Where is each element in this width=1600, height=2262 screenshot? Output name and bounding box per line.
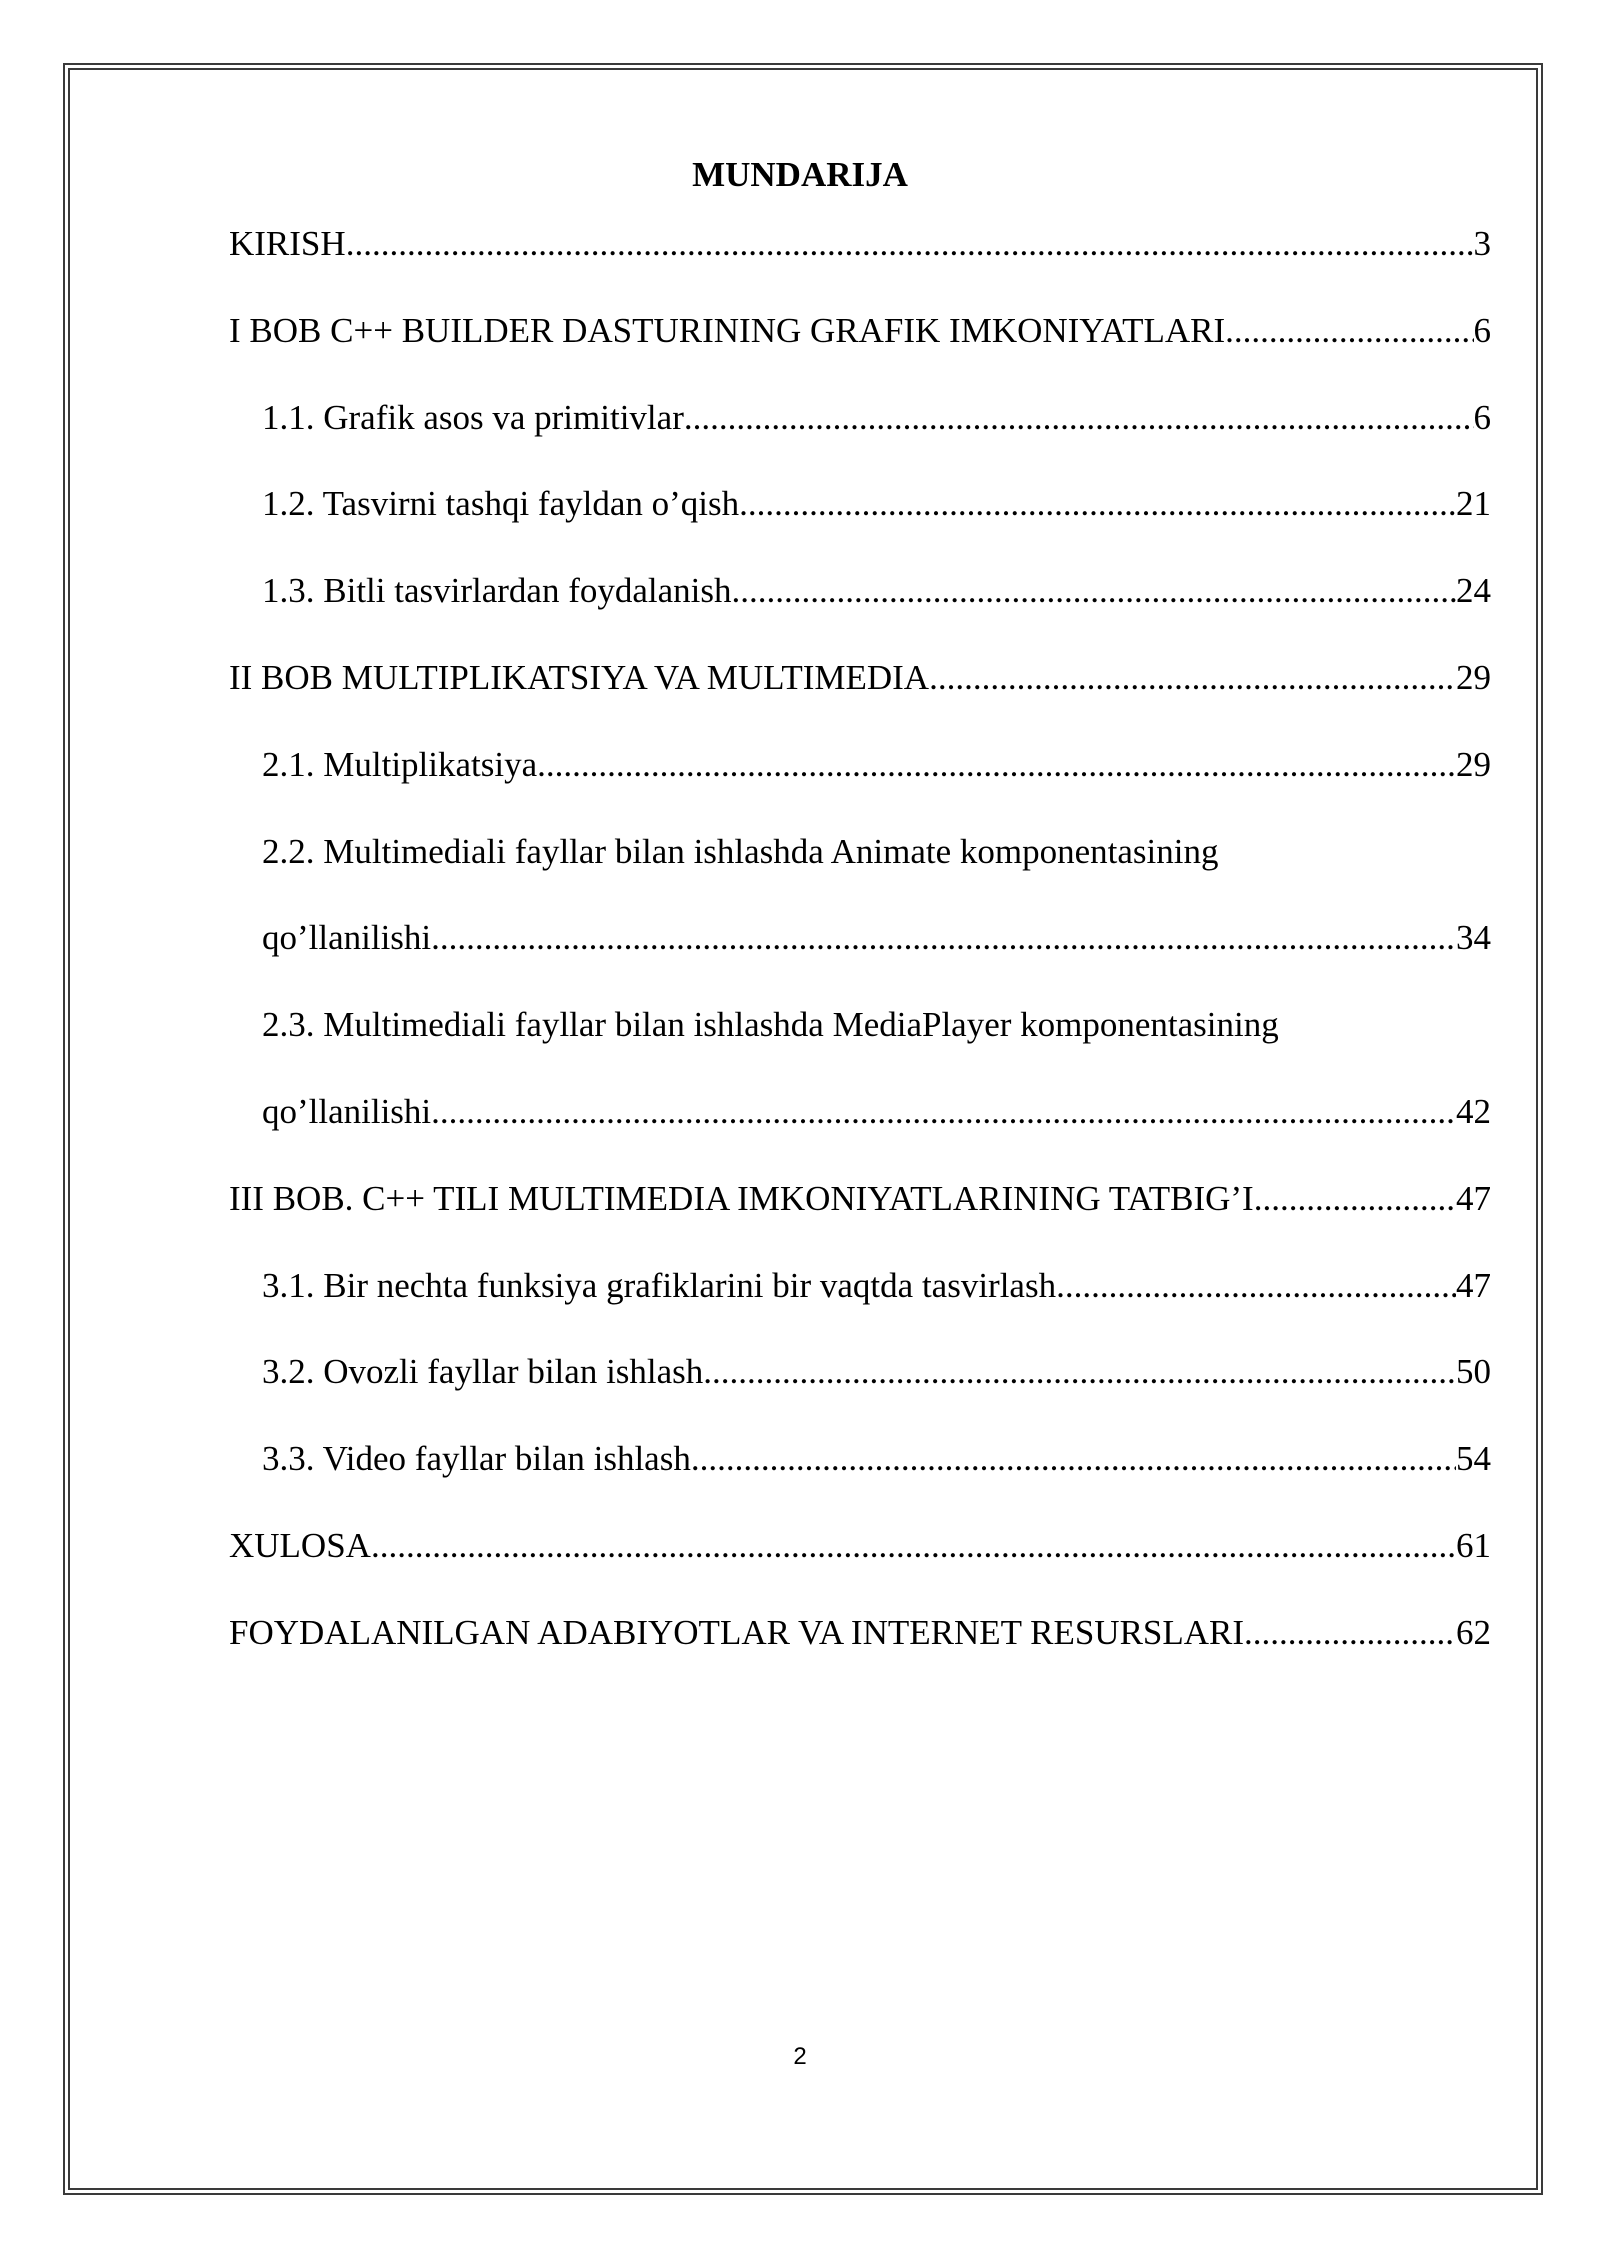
toc-leader-dots [703, 1350, 1456, 1394]
toc-entry-chapter-2[interactable] [229, 656, 1491, 743]
toc-entry-page: 54 [1456, 1439, 1491, 1479]
toc-leader-dots [684, 396, 1474, 440]
page-title: MUNDARIJA [692, 155, 908, 194]
toc-entry-label: FOYDALANILGAN ADABIYOTLAR VA INTERNET RESURSLARI [229, 1612, 1245, 1652]
toc-leader-dots [1225, 309, 1473, 353]
toc-entry-2-3-line-1[interactable] [229, 1003, 1491, 1090]
toc-entry-2-2-line-2[interactable] [229, 916, 1491, 1003]
toc-entry-label: XULOSA [229, 1525, 371, 1565]
toc-entry-label: 3.3. Video fayllar bilan ishlash [262, 1439, 691, 1479]
toc-entry-1-2[interactable] [229, 482, 1491, 569]
toc-entry-label: 1.1. Grafik asos va primitivlar [262, 397, 684, 437]
toc-entry-label: 2.2. Multimediali fayllar bilan ishlashda Animate komponentasining [262, 831, 1219, 871]
toc-entry-page: 50 [1456, 1352, 1491, 1392]
toc-entry-label: qo’llanilishi [262, 918, 432, 958]
toc-leader-dots [732, 569, 1457, 613]
toc-leader-dots [431, 1090, 1456, 1134]
toc-entry-label: 3.2. Ovozli fayllar bilan ishlash [262, 1352, 704, 1392]
toc-entry-3-1[interactable] [229, 1264, 1491, 1351]
toc-entry-3-2[interactable] [229, 1350, 1491, 1437]
toc-entry-kirish[interactable] [229, 222, 1491, 309]
toc-leader-dots [371, 1524, 1456, 1568]
toc-entry-label: 1.2. Tasvirni tashqi fayldan o’qish [262, 484, 740, 524]
toc-leader-dots [1056, 1264, 1456, 1308]
toc-entry-page: 21 [1456, 484, 1491, 524]
toc-entry-chapter-3[interactable] [229, 1177, 1491, 1264]
toc-entry-page: 61 [1456, 1525, 1491, 1565]
toc-entry-label: 2.3. Multimediali fayllar bilan ishlashda MediaPlayer komponentasining [262, 1005, 1279, 1045]
toc-entry-3-3[interactable] [229, 1437, 1491, 1524]
toc-entry-label: 1.3. Bitli tasvirlardan foydalanish [262, 571, 732, 611]
toc-entry-page: 29 [1456, 744, 1491, 784]
toc-entry-1-1[interactable] [229, 396, 1491, 483]
toc-entry-label: III BOB. C++ TILI MULTIMEDIA IMKONIYATLARINING TATBIG’I [229, 1178, 1254, 1218]
toc-leader-dots [691, 1437, 1456, 1481]
toc-leader-dots [1244, 1611, 1456, 1655]
table-of-contents [229, 222, 1491, 1698]
toc-entry-page: 6 [1473, 397, 1491, 437]
toc-leader-dots [346, 222, 1474, 266]
toc-entry-references[interactable] [229, 1611, 1491, 1698]
toc-leader-dots [739, 482, 1456, 526]
toc-entry-label: 3.1. Bir nechta funksiya grafiklarini bir vaqtda tasvirlash [262, 1265, 1057, 1305]
toc-entry-page: 6 [1473, 310, 1491, 350]
toc-entry-page: 47 [1456, 1265, 1491, 1305]
toc-entry-2-3-line-2[interactable] [229, 1090, 1491, 1177]
toc-leader-dots [431, 916, 1456, 960]
toc-leader-dots [537, 743, 1456, 787]
toc-entry-label: II BOB MULTIPLIKATSIYA VA MULTIMEDIA [229, 657, 930, 697]
toc-entry-page: 42 [1456, 1091, 1491, 1131]
toc-entry-1-3[interactable] [229, 569, 1491, 656]
toc-entry-label: qo’llanilishi [262, 1091, 432, 1131]
toc-entry-page: 62 [1456, 1612, 1491, 1652]
toc-entry-page: 24 [1456, 571, 1491, 611]
toc-entry-label: KIRISH [229, 224, 346, 263]
toc-entry-page: 3 [1473, 224, 1491, 263]
toc-entry-page: 34 [1456, 918, 1491, 958]
toc-entry-2-2-line-1[interactable] [229, 830, 1491, 917]
toc-entry-label: 2.1. Multiplikatsiya [262, 744, 538, 784]
toc-entry-chapter-1[interactable] [229, 309, 1491, 396]
toc-entry-page: 47 [1456, 1178, 1491, 1218]
toc-entry-xulosa[interactable] [229, 1524, 1491, 1611]
toc-leader-dots [1254, 1177, 1456, 1221]
toc-entry-label: I BOB C++ BUILDER DASTURINING GRAFIK IMKONIYATLARI [229, 310, 1226, 350]
toc-entry-2-1[interactable] [229, 743, 1491, 830]
toc-leader-dots [929, 656, 1456, 700]
toc-entry-page: 29 [1456, 657, 1491, 697]
page-number: 2 [793, 2043, 807, 2070]
